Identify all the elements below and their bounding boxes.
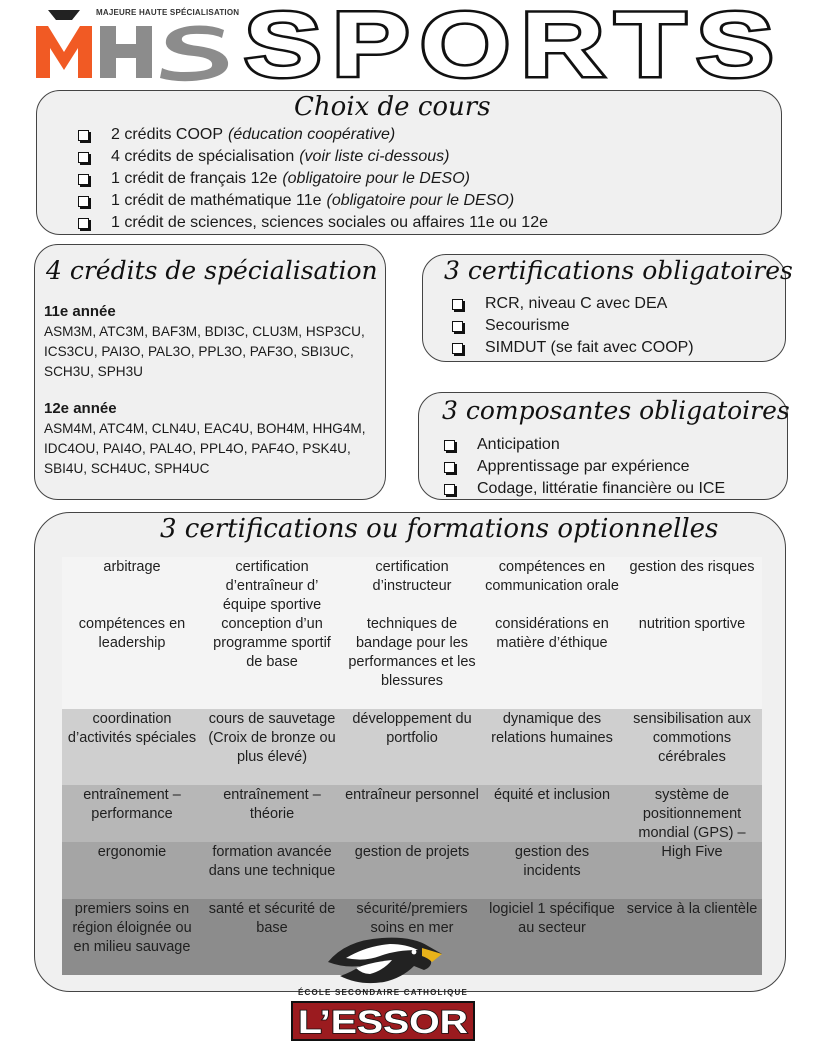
table-cell: système de positionnement mondial (GPS) – — [622, 785, 762, 842]
table-cell: conception d’un programme sportif de base — [202, 614, 342, 709]
certifications-title: 3 certifications obligatoires — [444, 256, 793, 285]
school-subtitle: ÉCOLE SECONDAIRE CATHOLIQUE — [297, 988, 469, 997]
table-cell: cours de sauvetage (Croix de bronze ou plus élevé) — [202, 709, 342, 785]
year-11-codes: ASM3M, ATC3M, BAF3M, BDI3C, CLU3M, HSP3CU, ICS3CU, PAI3O, PAL3O, PPL3O, PAF3O, SBI3UC, SCH3U, SPH3U — [44, 324, 365, 379]
table-cell: certification d’entraîneur d’ équipe sportive — [202, 557, 342, 614]
sports-title — [240, 6, 788, 84]
table-cell: High Five — [622, 842, 762, 899]
table-cell: équité et inclusion — [482, 785, 622, 842]
checkbox-icon[interactable] — [78, 152, 89, 163]
checkbox-icon[interactable] — [452, 299, 463, 310]
checkbox-icon[interactable] — [452, 343, 463, 354]
checkbox-icon[interactable] — [452, 321, 463, 332]
table-cell: coordination d’activités spéciales — [62, 709, 202, 785]
table-cell: techniques de bandage pour les performances et les blessures — [342, 614, 482, 709]
certifications-list — [452, 293, 694, 359]
table-cell: considérations en matière d’éthique — [482, 614, 622, 709]
list-item: Apprentissage par expérience — [444, 456, 725, 478]
table-cell: sécurité/premiers soins en mer — [342, 899, 482, 975]
checkbox-icon[interactable] — [78, 218, 89, 229]
table-cell: santé et sécurité de base — [202, 899, 342, 975]
logo-subtitle: MAJEURE HAUTE SPÉCIALISATION — [96, 8, 240, 17]
checkbox-icon[interactable] — [78, 196, 89, 207]
table-cell: gestion des incidents — [482, 842, 622, 899]
table-cell: gestion des risques — [622, 557, 762, 614]
table-cell: ergonomie — [62, 842, 202, 899]
list-item: RCR, niveau C avec DEA — [452, 293, 694, 315]
table-cell: premiers soins en région éloignée ou en milieu sauvage — [62, 899, 202, 975]
list-item: Anticipation — [444, 434, 725, 456]
composantes-title: 3 composantes obligatoires — [442, 396, 790, 425]
list-item: 1 crédit de français 12e (obligatoire pour le DESO) — [78, 168, 548, 190]
table-cell: nutrition sportive — [622, 614, 762, 709]
composantes-list — [444, 434, 725, 500]
table-cell: entraîneur personnel — [342, 785, 482, 842]
list-item: 2 crédits COOP (éducation coopérative) — [78, 124, 548, 146]
year-11-label: 11e année — [44, 303, 116, 320]
checkbox-icon[interactable] — [78, 130, 89, 141]
specialisation-title: 4 crédits de spécialisation — [46, 256, 378, 285]
year-12-codes: ASM4M, ATC4M, CLN4U, EAC4U, BOH4M, HHG4M, IDC4OU, PAI4O, PAL4O, PPL4O, PAF4O, PSK4U, SBI4U, SCH4UC, SPH4UC — [44, 421, 366, 476]
list-item: Codage, littératie financière ou ICE — [444, 478, 725, 500]
list-item: 1 crédit de sciences, sciences sociales ou affaires 11e ou 12e — [78, 212, 548, 234]
table-cell: entraînement – théorie — [202, 785, 342, 842]
table-cell: gestion de projets — [342, 842, 482, 899]
list-item: SIMDUT (se fait avec COOP) — [452, 337, 694, 359]
year-12-label: 12e année — [44, 400, 117, 417]
table-cell: dynamique des relations humaines — [482, 709, 622, 785]
table-cell: sensibilisation aux commotions cérébrales — [622, 709, 762, 785]
choix-list — [78, 124, 548, 234]
table-cell: compétences en communication orale — [482, 557, 622, 614]
table-cell: développement du portfolio — [342, 709, 482, 785]
checkbox-icon[interactable] — [444, 484, 455, 495]
table-cell: formation avancée dans une technique — [202, 842, 342, 899]
table-cell: logiciel 1 spécifique au secteur — [482, 899, 622, 975]
table-cell: arbitrage — [62, 557, 202, 614]
optionnelles-table — [62, 557, 762, 975]
list-item: 4 crédits de spécialisation (voir liste ci-dessous) — [78, 146, 548, 168]
school-logo — [290, 998, 476, 1042]
checkbox-icon[interactable] — [78, 174, 89, 185]
sports-title-text: SPORTS — [244, 6, 784, 84]
list-item: 1 crédit de mathématique 11e (obligatoire pour le DESO) — [78, 190, 548, 212]
checkbox-icon[interactable] — [444, 462, 455, 473]
choix-title: Choix de cours — [294, 92, 491, 122]
optionnelles-title: 3 certifications ou formations optionnelles — [160, 514, 719, 544]
table-cell: entraînement – performance — [62, 785, 202, 842]
table-cell: service à la clientèle — [622, 899, 762, 975]
school-name-text: L’ESSOR — [298, 1004, 468, 1040]
table-cell: compétences en leadership — [62, 614, 202, 709]
checkbox-icon[interactable] — [444, 440, 455, 451]
table-cell: certification d’instructeur — [342, 557, 482, 614]
eagle-icon — [326, 932, 444, 988]
list-item: Secourisme — [452, 315, 694, 337]
